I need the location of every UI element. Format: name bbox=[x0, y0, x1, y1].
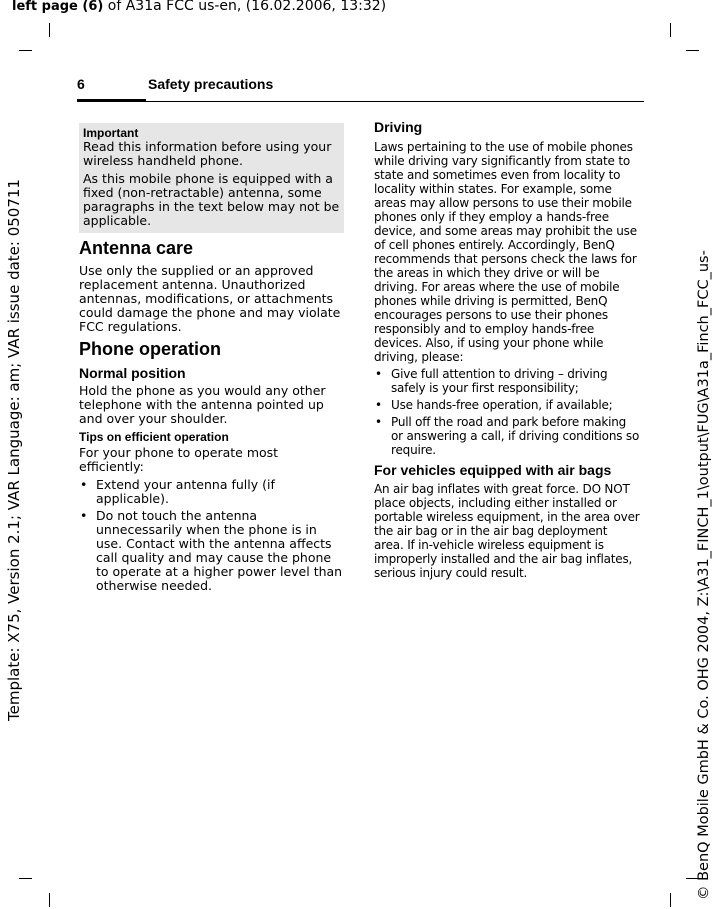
right-column bbox=[374, 119, 640, 580]
crop-mark bbox=[686, 50, 699, 51]
print-header bbox=[12, 0, 386, 14]
side-copyright-text: © BenQ Mobile GmbH & Co. OHG 2004, Z:\A31_FINCH_1\output\FUG\A31a_Finch_FCC_us- bbox=[696, 250, 712, 900]
important-box bbox=[79, 123, 344, 233]
crop-mark bbox=[670, 23, 671, 37]
antenna-care-heading: Antenna care bbox=[79, 238, 194, 258]
driving-heading: Driving bbox=[374, 119, 423, 135]
crop-mark bbox=[49, 23, 50, 37]
crop-mark bbox=[49, 893, 50, 907]
phone-operation-heading: Phone operation bbox=[79, 339, 222, 359]
driving-text: Laws pertaining to the use of mobile phones while driving vary significantly from state to state and sometimes even from locality to locality within states. For example, some areas may allow persons to use their mobile phones only if they employ a hands-free device, and some areas may prohibit the use of cell phones entirely. Accordingly, BenQ recommends that persons check the laws for the areas in which they drive or will be driving. For areas where the use of mobile phones while driving is permitted, BenQ encourages persons to use their phones responsibly and to employ hands-free devices. Also, if using your phone while driving, please: bbox=[374, 140, 637, 364]
airbag-heading: For vehicles equipped with air bags bbox=[374, 462, 612, 478]
driving-list bbox=[374, 367, 640, 457]
normal-position-text: Hold the phone as you would any other telephone with the antenna pointed up and over your shoulder. bbox=[79, 383, 326, 426]
tips-list bbox=[79, 478, 345, 593]
print-header-label: left page (6) bbox=[12, 0, 104, 14]
crop-mark bbox=[19, 50, 32, 51]
list-item: • Extend your antenna fully (if applicable). bbox=[79, 478, 345, 506]
print-header-info: of A31a FCC us-en, (16.02.2006, 13:32) bbox=[103, 0, 387, 14]
header-rule-thick bbox=[77, 99, 146, 102]
airbag-text: An air bag inflates with great force. DO NOT place objects, including either installed or portable wireless equipment, in the area over the air bag or in the air bag deployment area. If in-vehicle wireless equipment is improperly installed and the air bag inflates, serious injury could result. bbox=[374, 482, 640, 580]
crop-mark bbox=[670, 893, 671, 907]
tips-heading: Tips on efficient operation bbox=[79, 430, 229, 444]
important-paragraph: As this mobile phone is equipped with a fixed (non-retractable) antenna, some paragraphs in the text below may not be applicable. bbox=[83, 171, 340, 228]
normal-position-heading: Normal position bbox=[79, 365, 186, 381]
important-paragraph: Read this information before using your wireless handheld phone. bbox=[83, 139, 332, 168]
list-item: • Use hands-free operation, if available; bbox=[374, 398, 640, 412]
list-item: • Pull off the road and park before making or answering a call, if driving conditions so require. bbox=[374, 415, 640, 457]
page-title: Safety precautions bbox=[148, 76, 274, 92]
crop-mark bbox=[19, 878, 32, 879]
page-number: 6 bbox=[77, 76, 85, 92]
left-column bbox=[79, 123, 345, 593]
side-template-text: Template: X75, Version 2.1; VAR Language: am; VAR issue date: 050711 bbox=[5, 179, 23, 721]
list-item: • Give full attention to driving – driving safely is your first responsibility; bbox=[374, 367, 640, 395]
list-item: • Do not touch the antenna unnecessarily when the phone is in use. Contact with the antenna affects call quality and may cause the phone to operate at a higher power level than otherwise needed. bbox=[79, 509, 345, 593]
header-rule bbox=[146, 101, 644, 102]
antenna-care-text: Use only the supplied or an approved replacement antenna. Unauthorized antennas, modifications, or attachments could damage the phone and may violate FCC regulations. bbox=[79, 263, 341, 334]
tips-text: For your phone to operate most efficiently: bbox=[79, 445, 279, 474]
important-label: Important bbox=[83, 126, 139, 140]
